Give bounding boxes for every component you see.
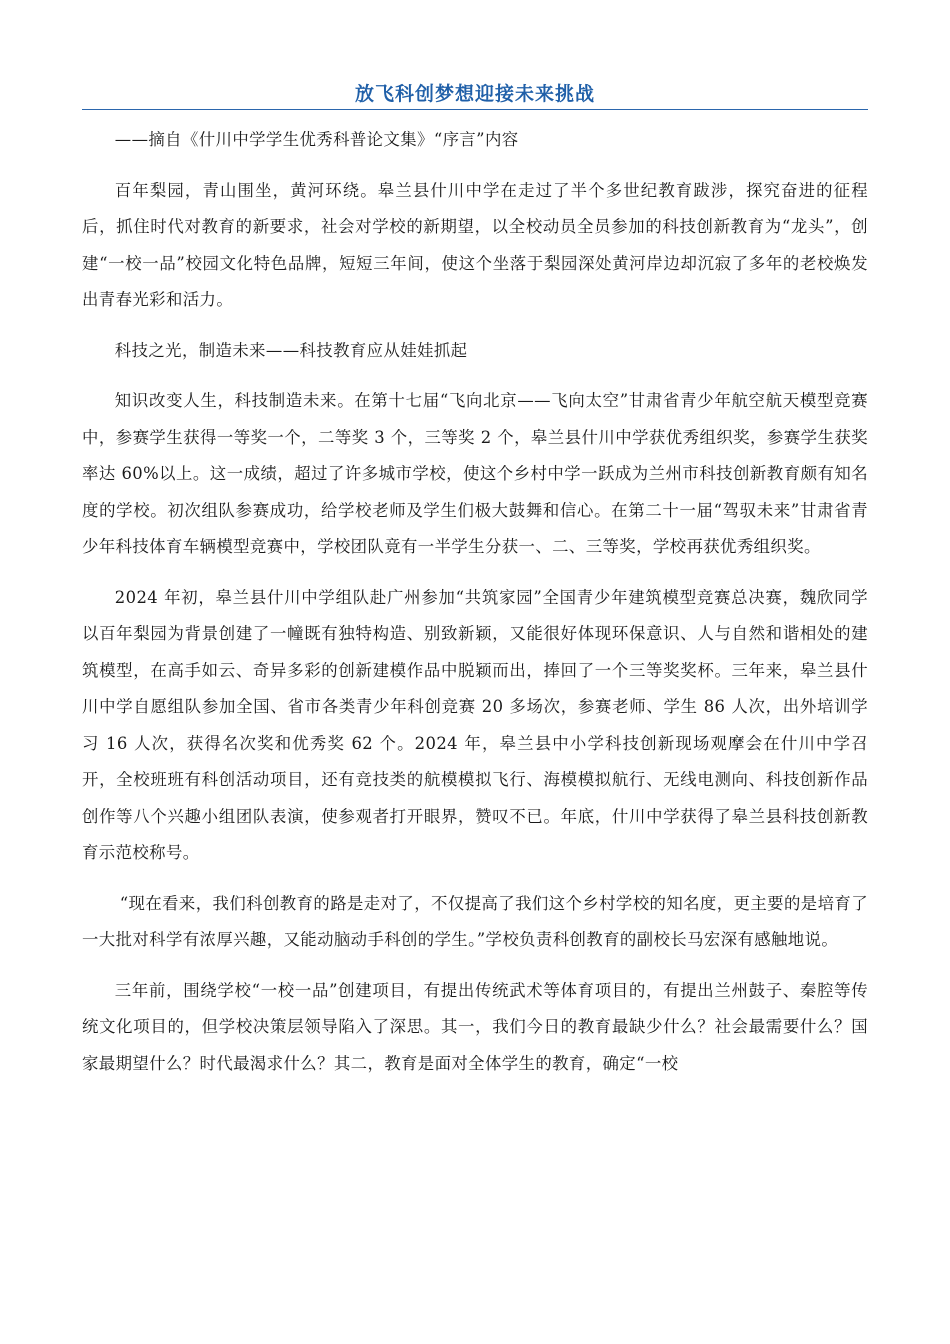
section-heading: 科技之光，制造未来——科技教育应从娃娃抓起: [114, 340, 468, 360]
title-divider: [82, 109, 868, 110]
paragraph-intro: 百年梨园，青山围坐，黄河环绕。皋兰县什川中学在走过了半个多世纪教育跋涉，探究奋进的征程后，抓住时代对教育的新要求，社会对学校的新期望，以全校动员全员参加的科技创新教育为“龙头”，创建“一校一品”校园文化特色品牌，短短三年间，使这个坐落于梨园深处黄河岸边却沉寂了多年的老校焕发出青春光彩和活力。: [82, 180, 868, 309]
document-subtitle: ——摘自《什川中学学生优秀科普论文集》“序言”内容: [114, 130, 519, 149]
document-page: [82, 0, 868, 1344]
paragraph-achievements: 2024 年初，皋兰县什川中学组队赴广州参加“共筑家园”全国青少年建筑模型竞赛总决赛，魏欣同学以百年梨园为背景创建了一幢既有独特构造、别致新颖，又能很好体现环保意识、人与自然和谐相处的建筑模型，在高手如云、奇异多彩的创新建模作品中脱颖而出，捧回了一个三等奖奖杯。三年来，皋兰县什川中学自愿组队参加全国、省市各类青少年科创竞赛 20 多场次，参赛老师、学生 86 人次，出外培训学习 16 人次，获得名次奖和优秀奖 62 个。2024 年，皋兰县中小学科技创新现场观摩会在什川中学召开，全校班班有科创活动项目，还有竞技类的航模模拟飞行、海模模拟航行、无线电测向、科技创新作品创作等八个兴趣小组团队表演，使参观者打开眼界，赞叹不已。年底，什川中学获得了皋兰县科技创新教育示范校称号。: [82, 587, 868, 862]
paragraph-competition: 知识改变人生，科技制造未来。在第十七届“飞向北京——飞向太空”甘肃省青少年航空航天模型竞赛中，参赛学生获得一等奖一个，二等奖 3 个，三等奖 2 个，皋兰县什川中学获优秀组织奖，参赛学生获奖率达 60%以上。这一成绩，超过了许多城市学校，使这个乡村中学一跃成为兰州市科技创新教育颇有知名度的学校。初次组队参赛成功，给学校老师及学生们极大鼓舞和信心。在第二十一届“驾驭未来”甘肃省青少年科技体育车辆模型竞赛中，学校团队竟有一半学生分获一、二、三等奖，学校再获优秀组织奖。: [82, 391, 868, 556]
paragraph-reflection: 三年前，围绕学校“一校一品”创建项目，有提出传统武术等体育项目的，有提出兰州鼓子、秦腔等传统文化项目的，但学校决策层领导陷入了深思。其一，我们今日的教育最缺少什么？社会最需要什么？国家最期望什么？时代最渴求什么？其二，教育是面对全体学生的教育，确定“一校: [82, 980, 868, 1073]
paragraph-quote: “现在看来，我们科创教育的路是走对了，不仅提高了我们这个乡村学校的知名度，更主要的是培育了一大批对科学有浓厚兴趣，又能动脑动手科创的学生。”学校负责科创教育的副校长马宏深有感触地说。: [82, 893, 868, 949]
document-title: 放飞科创梦想迎接未来挑战: [354, 83, 595, 105]
